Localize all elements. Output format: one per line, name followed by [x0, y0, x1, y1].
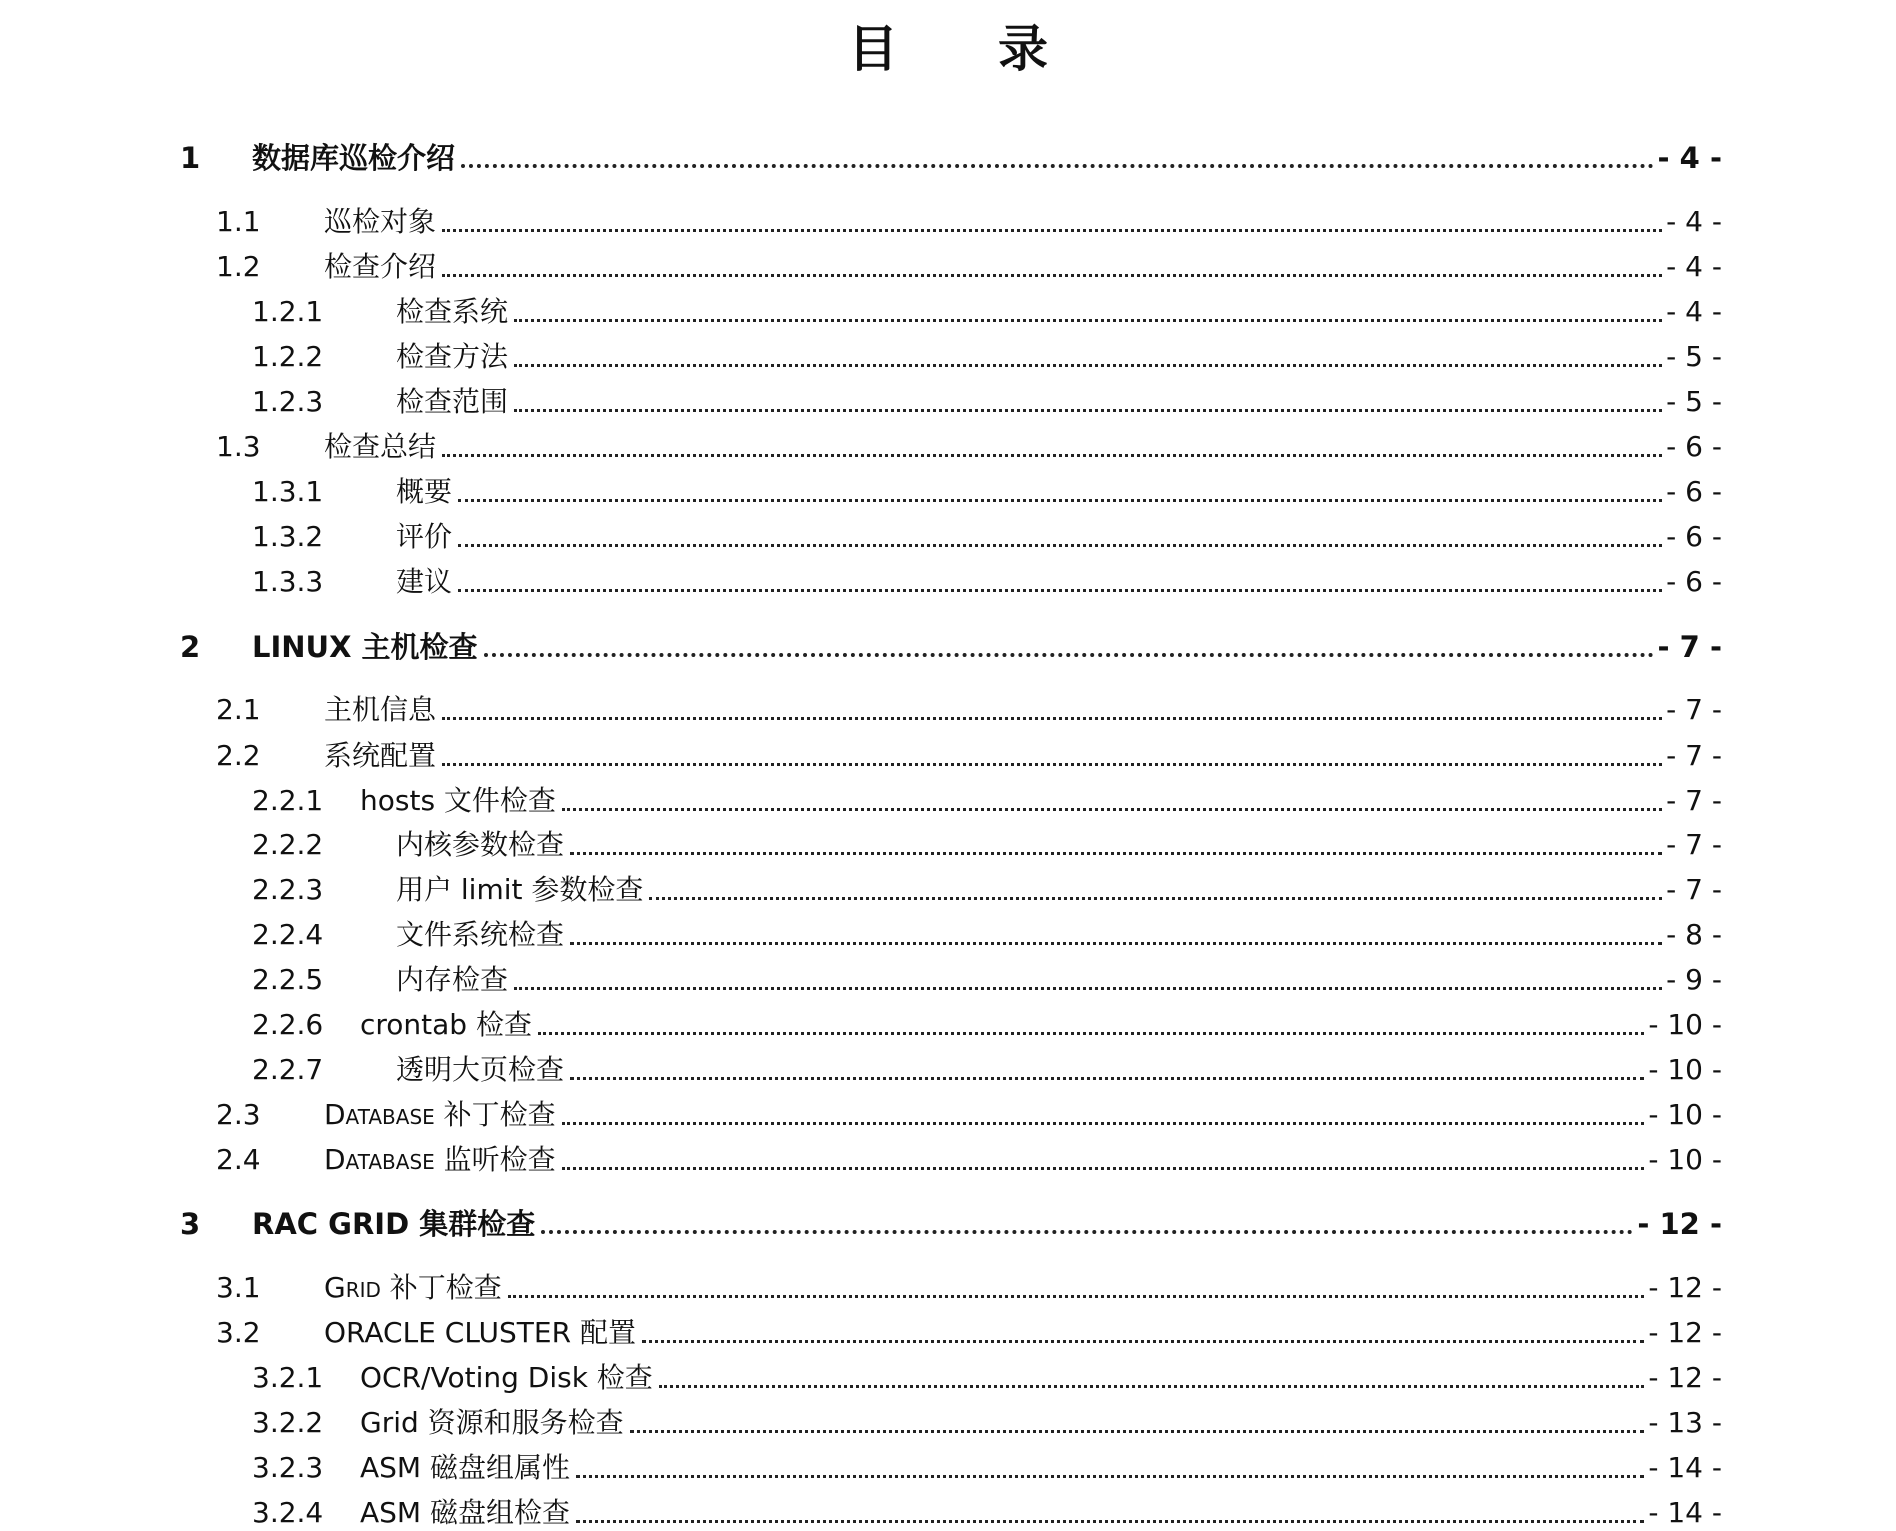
toc-entry-number: 2.3	[216, 1098, 261, 1131]
toc-entry-number: 1	[180, 141, 201, 175]
toc-entry-page: - 4 -	[1657, 141, 1722, 175]
toc-entry[interactable]	[216, 734, 1722, 774]
toc-leader-dots	[541, 1230, 1633, 1234]
toc-leader-dots	[458, 499, 1662, 502]
toc-entry-title: 评价	[396, 520, 453, 553]
toc-entry-number: 3.2.1	[252, 1361, 324, 1394]
toc-entry-title: 数据库巡检介绍	[252, 141, 456, 175]
toc-leader-dots	[630, 1430, 1645, 1433]
toc-entry-number: 2.2.2	[252, 828, 324, 861]
toc-entry-number: 1.2.2	[252, 340, 324, 373]
toc-leader-dots	[570, 852, 1662, 855]
toc-leader-dots	[442, 717, 1662, 720]
toc-entry[interactable]	[252, 1491, 1722, 1531]
toc-entry-title: OCR/Voting Disk 检查	[360, 1361, 653, 1394]
toc-entry[interactable]	[216, 688, 1722, 728]
toc-leader-dots	[562, 1167, 1645, 1170]
toc-entry[interactable]	[252, 1003, 1722, 1043]
toc-leader-dots	[538, 1032, 1644, 1035]
toc-entry-number: 2.2.6	[252, 1008, 324, 1041]
toc-entry-number: 1.2.1	[252, 295, 324, 328]
toc-entry[interactable]	[252, 1446, 1722, 1486]
toc-entry[interactable]	[252, 913, 1722, 953]
toc-leader-dots	[442, 229, 1662, 232]
toc-entry-number: 1.2.3	[252, 385, 324, 418]
toc-entry[interactable]	[252, 779, 1722, 819]
toc-leader-dots	[659, 1385, 1645, 1388]
toc-entry-title: Database 监听检查	[324, 1143, 556, 1176]
toc-entry[interactable]	[252, 335, 1722, 375]
toc-entry-number: 2.1	[216, 693, 261, 726]
toc-entry-title: 文件系统检查	[396, 918, 565, 951]
toc-entry-title: LINUX 主机检查	[252, 630, 478, 664]
toc-leader-dots	[562, 808, 1662, 811]
toc-entry-page: - 10 -	[1648, 1053, 1722, 1086]
toc-leader-dots	[642, 1340, 1644, 1343]
toc-entry-number: 1.2	[216, 250, 261, 283]
toc-entry-page: - 12 -	[1648, 1271, 1722, 1304]
toc-entry-page: - 13 -	[1648, 1406, 1722, 1439]
toc-leader-dots	[458, 589, 1662, 592]
toc-entry[interactable]	[252, 868, 1722, 908]
toc-entry-number: 2.4	[216, 1143, 261, 1176]
toc-entry-page: - 6 -	[1666, 520, 1722, 553]
toc-entry-number: 2.2.4	[252, 918, 324, 951]
toc-entry-title: 内核参数检查	[396, 828, 565, 861]
toc-entry-page: - 9 -	[1666, 963, 1722, 996]
toc-entry-title: crontab 检查	[360, 1008, 532, 1041]
toc-entry[interactable]	[216, 245, 1722, 285]
toc-entry-title: 概要	[396, 475, 453, 508]
toc-entry-title: 透明大页检查	[396, 1053, 565, 1086]
toc-entry-title: 检查总结	[324, 430, 437, 463]
toc-entry[interactable]	[252, 290, 1722, 330]
toc-leader-dots	[484, 653, 1654, 657]
toc-leader-dots	[570, 942, 1662, 945]
toc-entry[interactable]	[252, 958, 1722, 998]
toc-entry[interactable]	[216, 200, 1722, 240]
toc-entry-title: RAC GRID 集群检查	[252, 1207, 536, 1241]
toc-leader-dots	[442, 454, 1662, 457]
toc-entry-page: - 6 -	[1666, 565, 1722, 598]
toc-entry-page: - 4 -	[1666, 295, 1722, 328]
toc-entry-title: Database 补丁检查	[324, 1098, 556, 1131]
toc-leader-dots	[458, 544, 1662, 547]
toc-entry-number: 3.2	[216, 1316, 261, 1349]
toc-entry-number: 3.2.2	[252, 1406, 324, 1439]
toc-entry-number: 1.3.1	[252, 475, 324, 508]
toc-leader-dots	[576, 1475, 1644, 1478]
toc-entry-page: - 7 -	[1666, 828, 1722, 861]
toc-entry-number: 1.3.2	[252, 520, 324, 553]
toc-entry-page: - 5 -	[1666, 385, 1722, 418]
toc-entry-page: - 8 -	[1666, 918, 1722, 951]
toc-entry[interactable]	[252, 1356, 1722, 1396]
toc-entry[interactable]	[252, 560, 1722, 600]
toc-entry[interactable]	[252, 1401, 1722, 1441]
toc-entry-number: 3.1	[216, 1271, 261, 1304]
toc-entry-page: - 7 -	[1666, 693, 1722, 726]
toc-entry[interactable]	[252, 1048, 1722, 1088]
toc-entry-page: - 12 -	[1648, 1361, 1722, 1394]
toc-entry[interactable]	[252, 380, 1722, 420]
toc-entry-page: - 10 -	[1648, 1098, 1722, 1131]
toc-entry-title: ORACLE CLUSTER 配置	[324, 1316, 636, 1349]
toc-entry[interactable]	[180, 1202, 1722, 1242]
toc-entry[interactable]	[180, 625, 1722, 665]
toc-entry-title: Grid 资源和服务检查	[360, 1406, 624, 1439]
toc-entry-title: 检查方法	[396, 340, 509, 373]
toc-entry-title: 内存检查	[396, 963, 509, 996]
toc-entry-page: - 7 -	[1657, 630, 1722, 664]
toc-entry-number: 3.2.4	[252, 1496, 324, 1529]
toc-entry-number: 1.3.3	[252, 565, 324, 598]
toc-leader-dots	[570, 1077, 1644, 1080]
toc-leader-dots	[461, 164, 1654, 168]
toc-entry-page: - 4 -	[1666, 250, 1722, 283]
toc-entry-number: 1.1	[216, 205, 261, 238]
toc-heading: 目录	[848, 19, 1148, 78]
toc-entry-page: - 12 -	[1648, 1316, 1722, 1349]
toc-leader-dots	[508, 1295, 1645, 1298]
toc-entry-number: 2.2.5	[252, 963, 324, 996]
toc-entry-number: 1.3	[216, 430, 261, 463]
toc-entry-number: 2	[180, 630, 201, 664]
toc-entry-number: 2.2.7	[252, 1053, 324, 1086]
toc-entry[interactable]	[216, 1138, 1722, 1178]
toc-entry[interactable]	[216, 1311, 1722, 1351]
toc-entry[interactable]	[252, 515, 1722, 555]
toc-entry[interactable]	[252, 470, 1722, 510]
toc-entry-page: - 6 -	[1666, 430, 1722, 463]
toc-leader-dots	[514, 987, 1662, 990]
toc-entry[interactable]	[180, 136, 1722, 176]
toc-leader-dots	[562, 1122, 1645, 1125]
toc-leader-dots	[576, 1520, 1644, 1523]
toc-entry-title: ASM 磁盘组属性	[360, 1451, 570, 1484]
toc-entry-page: - 14 -	[1648, 1451, 1722, 1484]
toc-leader-dots	[514, 364, 1662, 367]
toc-entry-page: - 6 -	[1666, 475, 1722, 508]
toc-entry-title: ASM 磁盘组检查	[360, 1496, 570, 1529]
toc-entry[interactable]	[216, 1093, 1722, 1133]
toc-leader-dots	[514, 319, 1662, 322]
toc-entry-title: 检查范围	[396, 385, 509, 418]
toc-entry-title: hosts 文件检查	[360, 784, 556, 817]
toc-entry-page: - 5 -	[1666, 340, 1722, 373]
toc-entry-title: 用户 limit 参数检查	[396, 873, 644, 906]
toc-entry[interactable]	[252, 823, 1722, 863]
toc-entry-page: - 10 -	[1648, 1143, 1722, 1176]
toc-leader-dots	[514, 409, 1662, 412]
toc-entry[interactable]	[216, 1266, 1722, 1306]
toc-entry-number: 2.2	[216, 739, 261, 772]
toc-leader-dots	[442, 763, 1662, 766]
toc-entry-page: - 10 -	[1648, 1008, 1722, 1041]
toc-entry-page: - 7 -	[1666, 739, 1722, 772]
toc-entry-page: - 7 -	[1666, 784, 1722, 817]
toc-entry-title: 系统配置	[324, 739, 437, 772]
toc-entry-title: 建议	[396, 565, 453, 598]
toc-entry-title: 巡检对象	[324, 205, 437, 238]
toc-entry-title: 检查系统	[396, 295, 509, 328]
toc-entry[interactable]	[216, 425, 1722, 465]
toc-entry-title: 主机信息	[324, 693, 437, 726]
toc-entry-number: 3	[180, 1207, 201, 1241]
toc-entry-number: 3.2.3	[252, 1451, 324, 1484]
toc-entry-page: - 14 -	[1648, 1496, 1722, 1529]
toc-entry-number: 2.2.3	[252, 873, 324, 906]
toc-entry-title: 检查介绍	[324, 250, 437, 283]
toc-entry-page: - 12 -	[1637, 1207, 1722, 1241]
toc-leader-dots	[442, 274, 1662, 277]
toc-leader-dots	[649, 897, 1662, 900]
toc-entry-title: Grid 补丁检查	[324, 1271, 502, 1304]
toc-entry-number: 2.2.1	[252, 784, 324, 817]
toc-entry-page: - 7 -	[1666, 873, 1722, 906]
toc-entry-page: - 4 -	[1666, 205, 1722, 238]
